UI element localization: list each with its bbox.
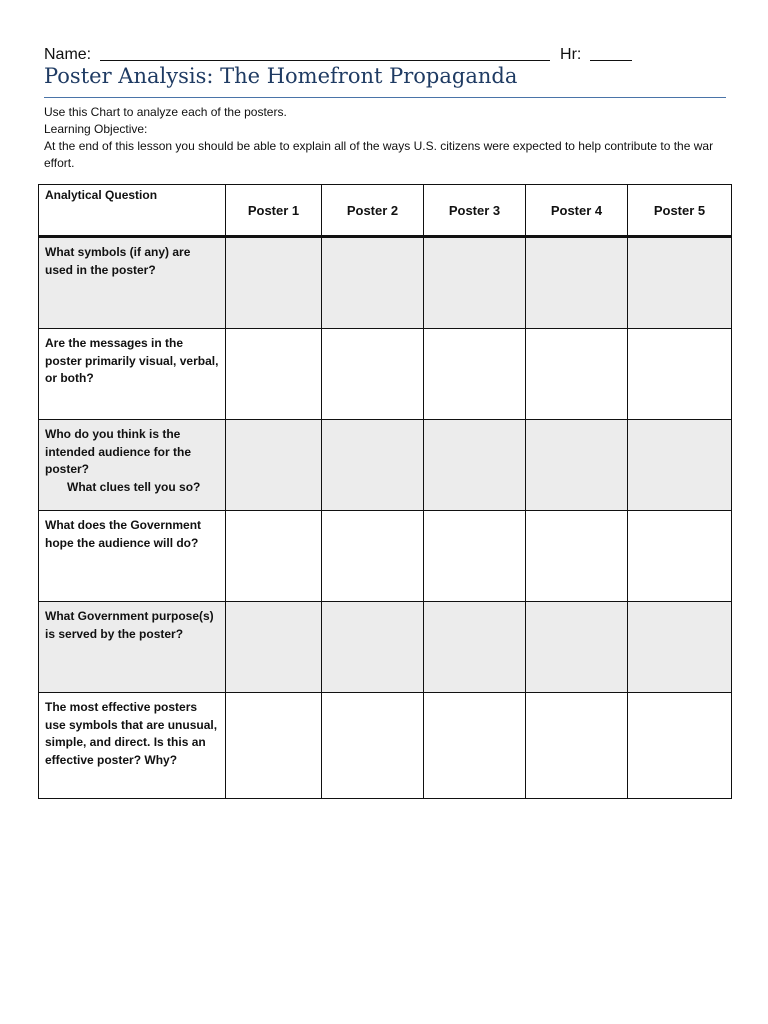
answer-cell[interactable]	[628, 602, 732, 693]
name-hour-line	[44, 46, 724, 64]
question-text: Who do you think is the intended audience for the poster?	[45, 427, 192, 476]
column-header-question: Analytical Question	[39, 185, 226, 237]
answer-cell[interactable]	[424, 329, 526, 420]
answer-cell[interactable]	[322, 237, 424, 329]
question-cell: Are the messages in the poster primarily visual, verbal, or both?	[39, 329, 226, 420]
answer-cell[interactable]	[226, 237, 322, 329]
answer-cell[interactable]	[226, 602, 322, 693]
table-row	[39, 329, 732, 420]
title-divider	[44, 97, 726, 98]
answer-cell[interactable]	[226, 329, 322, 420]
instructions-line: Use this Chart to analyze each of the posters.	[44, 105, 287, 119]
answer-cell[interactable]	[424, 420, 526, 511]
question-cell: The most effective posters use symbols that are unusual, simple, and direct. Is this an effective poster? Why?	[39, 693, 226, 799]
answer-cell[interactable]	[628, 329, 732, 420]
answer-cell[interactable]	[628, 511, 732, 602]
column-header-poster-2: Poster 2	[322, 185, 424, 237]
answer-cell[interactable]	[526, 602, 628, 693]
answer-cell[interactable]	[526, 329, 628, 420]
answer-cell[interactable]	[526, 693, 628, 799]
answer-cell[interactable]	[424, 602, 526, 693]
table-row	[39, 511, 732, 602]
answer-cell[interactable]	[628, 237, 732, 329]
answer-cell[interactable]	[226, 420, 322, 511]
column-header-poster-1: Poster 1	[226, 185, 322, 237]
question-subtext: What clues tell you so?	[67, 479, 201, 494]
question-cell: What Government purpose(s) is served by the poster?	[39, 602, 226, 693]
answer-cell[interactable]	[424, 511, 526, 602]
name-label: Name:	[44, 46, 92, 63]
hour-label: Hr:	[560, 46, 582, 63]
answer-cell[interactable]	[628, 420, 732, 511]
learning-objective-label: Learning Objective:	[44, 122, 148, 136]
answer-cell[interactable]	[226, 511, 322, 602]
learning-objective-text: At the end of this lesson you should be able to explain all of the ways U.S. citizens were expected to help contribute to the war effort.	[44, 139, 714, 170]
table-row	[39, 693, 732, 799]
answer-cell[interactable]	[526, 237, 628, 329]
column-header-poster-4: Poster 4	[526, 185, 628, 237]
answer-cell[interactable]	[526, 511, 628, 602]
analysis-chart	[38, 184, 732, 799]
answer-cell[interactable]	[322, 602, 424, 693]
name-field[interactable]	[100, 46, 550, 61]
column-header-poster-5: Poster 5	[628, 185, 732, 237]
answer-cell[interactable]	[322, 693, 424, 799]
table-row	[39, 237, 732, 329]
answer-cell[interactable]	[226, 693, 322, 799]
instructions	[44, 104, 724, 172]
question-cell: What does the Government hope the audience will do?	[39, 511, 226, 602]
answer-cell[interactable]	[424, 693, 526, 799]
answer-cell[interactable]	[628, 693, 732, 799]
column-header-poster-3: Poster 3	[424, 185, 526, 237]
answer-cell[interactable]	[322, 511, 424, 602]
chart-header-row	[39, 185, 732, 237]
question-cell	[39, 420, 226, 511]
answer-cell[interactable]	[322, 329, 424, 420]
answer-cell[interactable]	[526, 420, 628, 511]
question-cell: What symbols (if any) are used in the poster?	[39, 237, 226, 329]
table-row	[39, 420, 732, 511]
hour-field[interactable]	[590, 46, 632, 61]
table-row	[39, 602, 732, 693]
answer-cell[interactable]	[424, 237, 526, 329]
answer-cell[interactable]	[322, 420, 424, 511]
page-title: Poster Analysis: The Homefront Propaganda	[44, 64, 518, 88]
